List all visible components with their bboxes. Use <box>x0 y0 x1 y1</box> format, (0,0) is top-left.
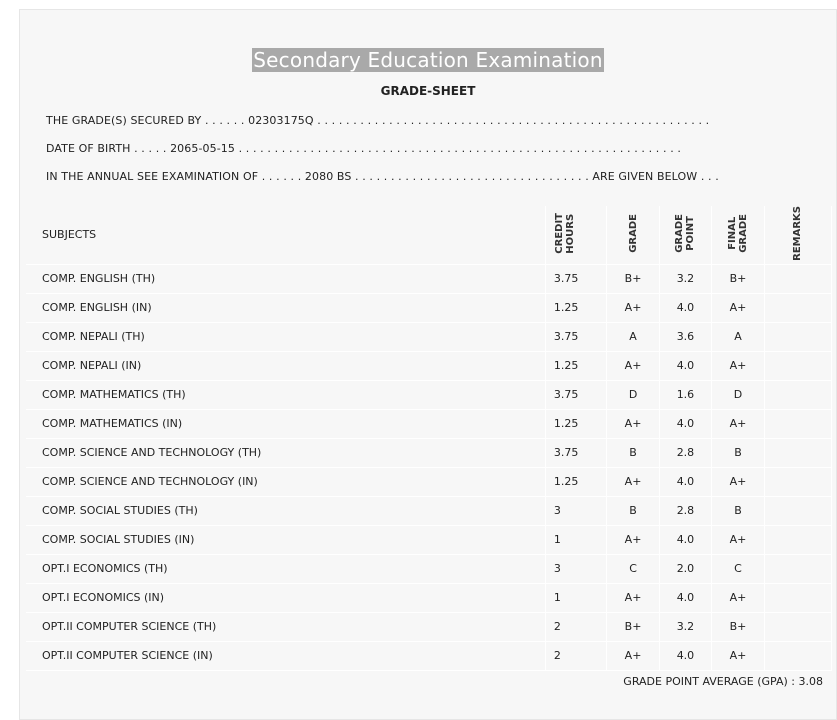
credit-hours-cell: 1.25 <box>545 409 607 438</box>
remarks-cell <box>764 264 831 293</box>
grade-cell: A+ <box>607 467 659 496</box>
header-grade-point-cell <box>659 206 712 264</box>
subject-cell: COMP. SCIENCE AND TECHNOLOGY (IN) <box>26 467 545 496</box>
final-grade-cell: A+ <box>712 467 765 496</box>
header-remarks: REMARKS <box>792 206 804 261</box>
table-row <box>26 409 832 438</box>
final-grade-cell: A+ <box>712 641 765 670</box>
credit-hours-cell: 1.25 <box>545 467 607 496</box>
subject-cell: COMP. MATHEMATICS (TH) <box>26 380 545 409</box>
grade-cell: A+ <box>607 409 659 438</box>
date-of-birth-line: DATE OF BIRTH . . . . . 2065-05-15 . . . . . . . . . . . . . . . . . . . . . . . . . . . . . . . . . . . . . . . . . . . . . . . . . . . . . . . . . . . . . . <box>46 142 681 155</box>
credit-hours-cell: 1 <box>545 525 607 554</box>
table-row <box>26 438 832 467</box>
remarks-cell <box>764 641 831 670</box>
subject-cell: COMP. NEPALI (TH) <box>26 322 545 351</box>
final-grade-cell: B+ <box>712 612 765 641</box>
header-grade-point: GRADE POINT <box>674 214 697 253</box>
grade-cell: B <box>607 496 659 525</box>
grade-secured-line: THE GRADE(S) SECURED BY . . . . . . 02303175Q . . . . . . . . . . . . . . . . . . . . . . . . . . . . . . . . . . . . . . . . . . . . . . . . . . . . . . . <box>46 114 710 127</box>
subject-cell: OPT.II COMPUTER SCIENCE (TH) <box>26 612 545 641</box>
credit-hours-cell: 3 <box>545 496 607 525</box>
table-header-row <box>26 206 832 264</box>
remarks-cell <box>764 322 831 351</box>
table-row <box>26 467 832 496</box>
subject-cell: COMP. NEPALI (IN) <box>26 351 545 380</box>
credit-hours-cell: 3.75 <box>545 264 607 293</box>
table-row <box>26 496 832 525</box>
grades-table-body <box>26 264 832 670</box>
grade-cell: A+ <box>607 293 659 322</box>
grade-point-cell: 4.0 <box>659 525 712 554</box>
header-subjects: SUBJECTS <box>26 206 545 264</box>
credit-hours-cell: 2 <box>545 612 607 641</box>
remarks-cell <box>764 467 831 496</box>
header-remarks-cell <box>764 206 831 264</box>
final-grade-cell: B <box>712 496 765 525</box>
subject-cell: COMP. ENGLISH (TH) <box>26 264 545 293</box>
subject-cell: OPT.II COMPUTER SCIENCE (IN) <box>26 641 545 670</box>
remarks-cell <box>764 525 831 554</box>
final-grade-cell: A <box>712 322 765 351</box>
subject-cell: COMP. SCIENCE AND TECHNOLOGY (TH) <box>26 438 545 467</box>
grade-cell: A <box>607 322 659 351</box>
header-grade: GRADE <box>627 214 639 253</box>
credit-hours-cell: 1 <box>545 583 607 612</box>
final-grade-cell: B <box>712 438 765 467</box>
grade-point-cell: 4.0 <box>659 641 712 670</box>
final-grade-cell: A+ <box>712 409 765 438</box>
grade-cell: A+ <box>607 525 659 554</box>
remarks-cell <box>764 438 831 467</box>
header-grade-cell <box>607 206 659 264</box>
header-final-grade-cell <box>712 206 765 264</box>
grade-cell: C <box>607 554 659 583</box>
final-grade-cell: A+ <box>712 351 765 380</box>
table-row <box>26 583 832 612</box>
grade-point-cell: 4.0 <box>659 409 712 438</box>
remarks-cell <box>764 293 831 322</box>
table-row <box>26 264 832 293</box>
credit-hours-cell: 1.25 <box>545 351 607 380</box>
grade-point-cell: 4.0 <box>659 583 712 612</box>
grade-point-cell: 3.2 <box>659 612 712 641</box>
table-row <box>26 380 832 409</box>
table-row <box>26 322 832 351</box>
grade-point-cell: 2.8 <box>659 438 712 467</box>
grade-sheet <box>19 9 837 720</box>
grade-point-cell: 4.0 <box>659 467 712 496</box>
grade-point-cell: 1.6 <box>659 380 712 409</box>
remarks-cell <box>764 409 831 438</box>
grades-table <box>26 206 832 671</box>
grade-cell: D <box>607 380 659 409</box>
header-final-grade: FINAL GRADE <box>726 214 749 253</box>
grade-cell: A+ <box>607 641 659 670</box>
table-row <box>26 351 832 380</box>
grade-cell: B+ <box>607 612 659 641</box>
subject-cell: OPT.I ECONOMICS (TH) <box>26 554 545 583</box>
subject-cell: COMP. SOCIAL STUDIES (IN) <box>26 525 545 554</box>
grade-cell: B <box>607 438 659 467</box>
remarks-cell <box>764 380 831 409</box>
credit-hours-cell: 3.75 <box>545 380 607 409</box>
credit-hours-cell: 1.25 <box>545 293 607 322</box>
final-grade-cell: D <box>712 380 765 409</box>
credit-hours-cell: 3 <box>545 554 607 583</box>
grade-cell: B+ <box>607 264 659 293</box>
remarks-cell <box>764 351 831 380</box>
grade-point-cell: 2.8 <box>659 496 712 525</box>
table-row <box>26 525 832 554</box>
title-wrapper <box>20 48 836 72</box>
grade-point-cell: 3.6 <box>659 322 712 351</box>
final-grade-cell: A+ <box>712 525 765 554</box>
final-grade-cell: A+ <box>712 293 765 322</box>
grade-point-cell: 2.0 <box>659 554 712 583</box>
final-grade-cell: C <box>712 554 765 583</box>
header-credit-hours: CREDIT HOURS <box>553 213 576 254</box>
grade-cell: A+ <box>607 351 659 380</box>
subject-cell: COMP. MATHEMATICS (IN) <box>26 409 545 438</box>
grade-point-cell: 4.0 <box>659 351 712 380</box>
subject-cell: OPT.I ECONOMICS (IN) <box>26 583 545 612</box>
header-credit-hours-cell <box>545 206 607 264</box>
grade-point-cell: 4.0 <box>659 293 712 322</box>
subject-cell: COMP. ENGLISH (IN) <box>26 293 545 322</box>
remarks-cell <box>764 583 831 612</box>
remarks-cell <box>764 496 831 525</box>
sheet-subtitle: GRADE-SHEET <box>380 84 476 98</box>
credit-hours-cell: 3.75 <box>545 438 607 467</box>
table-row <box>26 554 832 583</box>
grade-cell: A+ <box>607 583 659 612</box>
table-row <box>26 612 832 641</box>
annual-exam-line: IN THE ANNUAL SEE EXAMINATION OF . . . . . . 2080 BS . . . . . . . . . . . . . . . . . . . . . . . . . . . . . . . . . ARE GIVEN BELOW . . . <box>46 170 719 183</box>
credit-hours-cell: 2 <box>545 641 607 670</box>
remarks-cell <box>764 554 831 583</box>
remarks-cell <box>764 612 831 641</box>
grade-point-cell: 3.2 <box>659 264 712 293</box>
final-grade-cell: B+ <box>712 264 765 293</box>
gpa-summary: GRADE POINT AVERAGE (GPA) : 3.08 <box>623 675 823 688</box>
page-title: Secondary Education Examination <box>253 48 603 72</box>
table-row <box>26 293 832 322</box>
credit-hours-cell: 3.75 <box>545 322 607 351</box>
table-row <box>26 641 832 670</box>
subject-cell: COMP. SOCIAL STUDIES (TH) <box>26 496 545 525</box>
final-grade-cell: A+ <box>712 583 765 612</box>
